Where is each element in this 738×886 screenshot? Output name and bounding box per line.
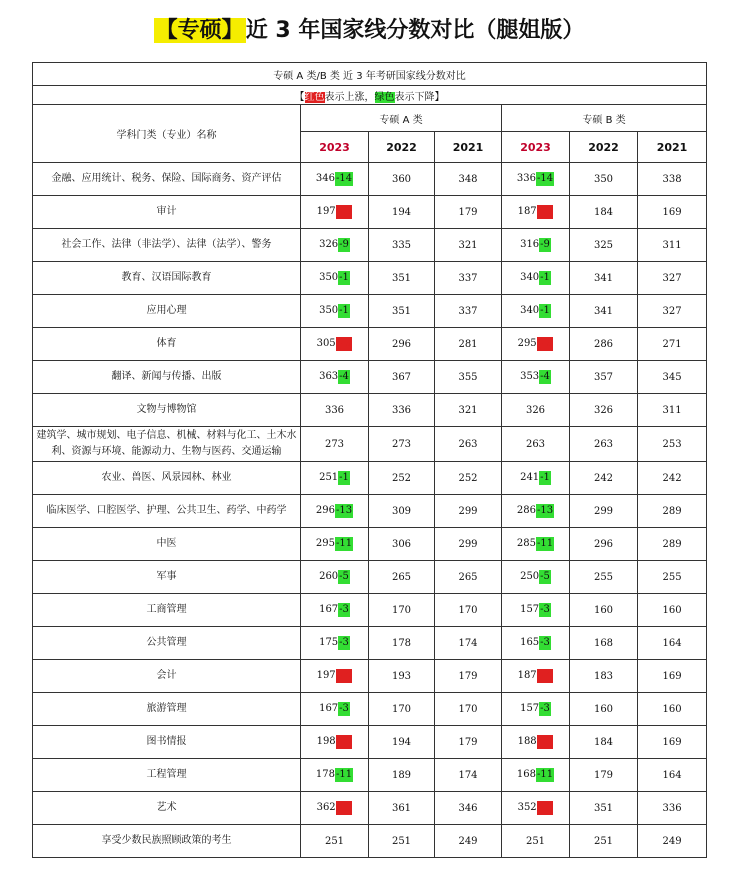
score-cell: 242	[638, 462, 707, 495]
score-cell: 263	[435, 427, 502, 462]
score-cell	[502, 295, 570, 328]
score-value: 157	[520, 703, 540, 714]
subject-name: 翻译、新闻与传播、出版	[33, 361, 301, 394]
score-cell	[301, 561, 369, 594]
table-row	[33, 196, 707, 229]
change-badge: -11	[335, 769, 353, 780]
score-cell	[301, 196, 369, 229]
score-value: 165	[520, 637, 540, 648]
table-row	[33, 792, 707, 825]
score-value: 363	[319, 371, 339, 382]
score-value: 250	[520, 571, 540, 582]
change-badge: -9	[540, 239, 550, 250]
score-value: 178	[315, 769, 335, 780]
table-row	[33, 394, 707, 427]
change-badge: -11	[335, 538, 353, 549]
change-badge: -11	[536, 538, 554, 549]
score-value: 326	[525, 404, 546, 416]
table-row	[33, 825, 707, 858]
score-cell: 311	[638, 394, 707, 427]
score-cell: 337	[435, 295, 502, 328]
legend-end: 表示下降】	[394, 91, 445, 103]
score-cell	[301, 427, 369, 462]
score-cell: 194	[369, 196, 435, 229]
score-cell: 253	[638, 427, 707, 462]
score-cell: 306	[369, 528, 435, 561]
score-cell: 326	[570, 394, 638, 427]
change-badge: -3	[339, 703, 349, 714]
score-cell	[502, 394, 570, 427]
score-cell: 321	[435, 394, 502, 427]
change-badge: +9	[537, 338, 553, 349]
score-value: 187	[517, 206, 537, 217]
score-cell: 336	[369, 394, 435, 427]
score-cell	[502, 229, 570, 262]
score-cell: 296	[570, 528, 638, 561]
change-badge: -5	[540, 571, 550, 582]
change-badge: +3	[336, 206, 352, 217]
score-cell: 345	[638, 361, 707, 394]
subject-name: 公共管理	[33, 627, 301, 660]
score-cell	[502, 495, 570, 528]
score-cell: 179	[435, 660, 502, 693]
score-value: 167	[319, 604, 339, 615]
score-value: 285	[516, 538, 536, 549]
score-cell	[502, 825, 570, 858]
table-body	[33, 163, 707, 858]
score-cell: 350	[570, 163, 638, 196]
score-cell: 361	[369, 792, 435, 825]
subject-name: 图书情报	[33, 726, 301, 759]
score-cell: 348	[435, 163, 502, 196]
year-header: 2022	[369, 132, 435, 163]
score-value: 188	[517, 736, 537, 747]
subject-name: 建筑学、城市规划、电子信息、机械、材料与化工、土木水利、资源与环境、能源动力、生物与医药、交通运输	[33, 427, 301, 462]
score-value: 273	[324, 438, 345, 450]
score-cell: 296	[369, 328, 435, 361]
group-a-header: 专硕 A 类	[301, 105, 502, 132]
score-value: 168	[516, 769, 536, 780]
score-cell: 351	[570, 792, 638, 825]
score-comparison-table	[32, 62, 707, 858]
score-value: 350	[319, 305, 339, 316]
score-cell	[301, 528, 369, 561]
score-cell: 357	[570, 361, 638, 394]
score-cell: 169	[638, 660, 707, 693]
subject-name: 体育	[33, 328, 301, 361]
score-cell	[301, 163, 369, 196]
score-value: 336	[516, 173, 536, 184]
score-cell: 289	[638, 495, 707, 528]
change-badge: -3	[540, 604, 550, 615]
change-badge: -1	[540, 272, 550, 283]
legend-mid: 表示上涨，	[324, 91, 375, 103]
score-cell: 183	[570, 660, 638, 693]
change-badge: +4	[537, 736, 553, 747]
subject-name: 艺术	[33, 792, 301, 825]
change-badge: -14	[536, 173, 554, 184]
table-row	[33, 528, 707, 561]
score-cell: 170	[369, 693, 435, 726]
score-cell	[502, 792, 570, 825]
score-cell: 271	[638, 328, 707, 361]
subject-name: 中医	[33, 528, 301, 561]
score-cell	[502, 693, 570, 726]
score-cell: 179	[435, 726, 502, 759]
score-cell	[301, 229, 369, 262]
score-cell: 336	[638, 792, 707, 825]
subject-name: 审计	[33, 196, 301, 229]
year-header: 2021	[638, 132, 707, 163]
score-cell	[502, 759, 570, 792]
score-value: 197	[316, 670, 336, 681]
change-badge: +4	[336, 736, 352, 747]
score-cell	[301, 594, 369, 627]
score-cell	[301, 759, 369, 792]
score-cell: 360	[369, 163, 435, 196]
score-cell: 341	[570, 262, 638, 295]
table-row	[33, 759, 707, 792]
score-cell: 255	[638, 561, 707, 594]
score-cell: 174	[435, 627, 502, 660]
score-cell: 286	[570, 328, 638, 361]
score-cell: 168	[570, 627, 638, 660]
change-badge: -3	[339, 637, 349, 648]
score-cell: 335	[369, 229, 435, 262]
score-cell: 169	[638, 196, 707, 229]
score-cell	[301, 361, 369, 394]
table-row	[33, 262, 707, 295]
score-value: 198	[316, 736, 336, 747]
score-cell: 164	[638, 759, 707, 792]
score-cell: 194	[369, 726, 435, 759]
title-tag: 【专硕】	[155, 18, 244, 43]
score-cell: 299	[435, 528, 502, 561]
score-cell	[502, 528, 570, 561]
table-row	[33, 462, 707, 495]
subject-name: 享受少数民族照顾政策的考生	[33, 825, 301, 858]
change-badge: -1	[540, 305, 550, 316]
subject-name: 金融、应用统计、税务、保险、国际商务、资产评估	[33, 163, 301, 196]
table-row	[33, 726, 707, 759]
score-cell: 160	[570, 693, 638, 726]
subject-name: 应用心理	[33, 295, 301, 328]
subject-name: 临床医学、口腔医学、护理、公共卫生、药学、中药学	[33, 495, 301, 528]
score-cell	[502, 627, 570, 660]
change-badge: +4	[537, 670, 553, 681]
score-cell: 164	[638, 627, 707, 660]
score-value: 251	[319, 472, 339, 483]
score-cell: 299	[570, 495, 638, 528]
score-cell	[301, 660, 369, 693]
score-value: 167	[319, 703, 339, 714]
change-badge: +3	[537, 206, 553, 217]
score-cell: 299	[435, 495, 502, 528]
subject-name: 工程管理	[33, 759, 301, 792]
change-badge: -1	[339, 305, 349, 316]
score-value: 295	[315, 538, 335, 549]
score-value: 340	[520, 272, 540, 283]
score-cell: 263	[570, 427, 638, 462]
score-cell: 242	[570, 462, 638, 495]
score-cell	[502, 361, 570, 394]
table-row	[33, 328, 707, 361]
score-value: 296	[315, 505, 335, 516]
score-value: 187	[517, 670, 537, 681]
score-cell: 321	[435, 229, 502, 262]
score-cell: 184	[570, 196, 638, 229]
score-cell	[301, 262, 369, 295]
score-value: 350	[319, 272, 339, 283]
score-cell: 251	[570, 825, 638, 858]
score-cell: 249	[435, 825, 502, 858]
table-row	[33, 495, 707, 528]
change-badge: -13	[536, 505, 554, 516]
group-b-header: 专硕 B 类	[502, 105, 707, 132]
year-header: 2023	[301, 132, 369, 163]
change-badge: -3	[540, 703, 550, 714]
score-value: 340	[520, 305, 540, 316]
score-value: 251	[525, 835, 546, 847]
score-cell	[502, 163, 570, 196]
score-cell: 179	[435, 196, 502, 229]
score-cell: 265	[369, 561, 435, 594]
score-value: 353	[520, 371, 540, 382]
score-cell	[301, 693, 369, 726]
score-cell: 325	[570, 229, 638, 262]
subject-name: 农业、兽医、风景园林、林业	[33, 462, 301, 495]
subject-name: 会计	[33, 660, 301, 693]
score-value: 286	[516, 505, 536, 516]
subject-name: 教育、汉语国际教育	[33, 262, 301, 295]
score-value: 197	[316, 206, 336, 217]
score-cell: 252	[435, 462, 502, 495]
score-cell: 255	[570, 561, 638, 594]
table-row	[33, 229, 707, 262]
subject-name: 旅游管理	[33, 693, 301, 726]
legend-green: 绿色	[374, 91, 395, 103]
score-value: 263	[525, 438, 546, 450]
score-cell: 170	[435, 594, 502, 627]
score-cell: 338	[638, 163, 707, 196]
change-badge: -5	[339, 571, 349, 582]
score-cell: 249	[638, 825, 707, 858]
score-value: 295	[517, 338, 537, 349]
score-cell	[301, 825, 369, 858]
score-cell: 160	[638, 594, 707, 627]
score-cell	[301, 394, 369, 427]
table-row	[33, 295, 707, 328]
score-value: 175	[319, 637, 339, 648]
change-badge: -4	[339, 371, 349, 382]
score-cell	[502, 328, 570, 361]
score-value: 260	[319, 571, 339, 582]
score-cell: 169	[638, 726, 707, 759]
year-header: 2023	[502, 132, 570, 163]
score-cell: 327	[638, 295, 707, 328]
score-cell: 170	[435, 693, 502, 726]
score-value: 326	[319, 239, 339, 250]
change-badge: -3	[540, 637, 550, 648]
score-cell: 341	[570, 295, 638, 328]
score-cell: 311	[638, 229, 707, 262]
score-cell: 251	[369, 825, 435, 858]
score-cell	[301, 627, 369, 660]
score-value: 251	[324, 835, 345, 847]
score-cell: 174	[435, 759, 502, 792]
table-row	[33, 693, 707, 726]
score-value: 305	[316, 338, 336, 349]
score-cell	[301, 495, 369, 528]
year-header: 2022	[570, 132, 638, 163]
change-badge: +9	[336, 338, 352, 349]
change-badge: -13	[335, 505, 353, 516]
score-cell: 178	[369, 627, 435, 660]
score-cell: 184	[570, 726, 638, 759]
score-value: 362	[316, 802, 336, 813]
change-badge: -1	[540, 472, 550, 483]
score-cell: 346	[435, 792, 502, 825]
score-cell	[301, 792, 369, 825]
change-badge: -14	[335, 173, 353, 184]
score-cell: 160	[638, 693, 707, 726]
change-badge: +1	[336, 802, 352, 813]
score-cell: 189	[369, 759, 435, 792]
table-row	[33, 163, 707, 196]
score-cell: 179	[570, 759, 638, 792]
subject-name: 工商管理	[33, 594, 301, 627]
change-badge: -4	[540, 371, 550, 382]
color-legend	[33, 86, 707, 105]
change-badge: +4	[336, 670, 352, 681]
score-cell	[502, 594, 570, 627]
table-row	[33, 594, 707, 627]
score-cell: 367	[369, 361, 435, 394]
subject-header: 学科门类（专业）名称	[33, 105, 301, 163]
score-cell: 337	[435, 262, 502, 295]
score-value: 316	[520, 239, 540, 250]
change-badge: -1	[339, 472, 349, 483]
score-cell: 355	[435, 361, 502, 394]
score-cell	[301, 295, 369, 328]
score-cell: 327	[638, 262, 707, 295]
score-value: 346	[315, 173, 335, 184]
subject-name: 文物与博物馆	[33, 394, 301, 427]
score-cell: 351	[369, 262, 435, 295]
table-row	[33, 660, 707, 693]
legend-red: 红色	[304, 91, 325, 103]
score-cell	[502, 262, 570, 295]
score-cell: 170	[369, 594, 435, 627]
legend-open: 【	[294, 91, 305, 103]
score-cell: 252	[369, 462, 435, 495]
title-text: 近 3 年国家线分数对比（腿姐版）	[245, 18, 585, 43]
score-cell	[502, 660, 570, 693]
score-value: 336	[324, 404, 345, 416]
subject-name: 军事	[33, 561, 301, 594]
score-cell: 351	[369, 295, 435, 328]
score-cell: 281	[435, 328, 502, 361]
table-heading: 专硕 A 类/B 类 近 3 年考研国家线分数对比	[33, 63, 707, 86]
table-row	[33, 627, 707, 660]
score-cell	[502, 462, 570, 495]
score-cell: 309	[369, 495, 435, 528]
table-row	[33, 427, 707, 462]
score-value: 157	[520, 604, 540, 615]
score-cell: 265	[435, 561, 502, 594]
change-badge: -3	[339, 604, 349, 615]
change-badge: -1	[339, 272, 349, 283]
score-cell	[502, 561, 570, 594]
subject-name: 社会工作、法律（非法学）、法律（法学）、警务	[33, 229, 301, 262]
change-badge: +1	[537, 802, 553, 813]
score-value: 352	[517, 802, 537, 813]
score-cell: 160	[570, 594, 638, 627]
year-header: 2021	[435, 132, 502, 163]
table-row	[33, 561, 707, 594]
score-cell: 289	[638, 528, 707, 561]
score-cell: 193	[369, 660, 435, 693]
page-title	[0, 14, 738, 48]
score-cell	[502, 726, 570, 759]
table-row	[33, 361, 707, 394]
score-cell	[301, 328, 369, 361]
score-cell	[502, 196, 570, 229]
score-cell	[301, 726, 369, 759]
score-cell: 273	[369, 427, 435, 462]
change-badge: -9	[339, 239, 349, 250]
change-badge: -11	[536, 769, 554, 780]
score-value: 241	[520, 472, 540, 483]
score-cell	[502, 427, 570, 462]
score-cell	[301, 462, 369, 495]
